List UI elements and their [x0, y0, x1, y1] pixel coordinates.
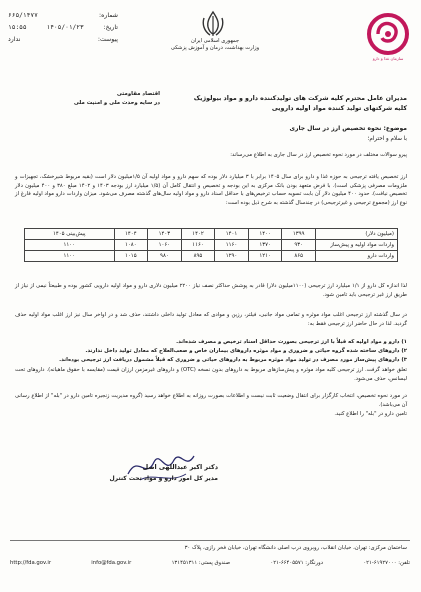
table-year-header: ۱۳۹۹	[282, 229, 316, 240]
table-year-header: ۱۴۰۲	[181, 229, 215, 240]
attachment-label: پیوست:	[97, 36, 118, 43]
table-unit-header: (میلیون دلار)	[316, 229, 398, 240]
addressee-line2: کلیه شرکتهای تولید کننده مواد اولیه دارویی	[271, 105, 407, 112]
table-year-header: پیش‌بینی ۱۴۰۵	[25, 229, 115, 240]
paragraph-exclusions: تعلق خواهد گرفت. ارز ترجیحی کلیه مواد موثره و پیش‌سازهای مربوط به داروهای بدون نسخه (OTC) و داروهای غیرمزمن ارزان قیمت (مقایسه با حقوق ماهیانه). داروهای تحت لیسانس، حذف می‌شود.	[15, 367, 407, 382]
addressee	[127, 94, 407, 114]
attachment-row	[8, 34, 118, 46]
table-cell: ۱۱۰۰	[25, 251, 115, 262]
table-cell: ۱۰۱۵	[114, 251, 148, 262]
table-cell: ۱۱۶۰	[181, 240, 215, 251]
footer-website[interactable]: http://fda.gov.ir	[10, 560, 52, 566]
number-row	[8, 10, 118, 22]
paragraph-removed: در سال گذشته ارز ترجیحی اغلب مواد موثره و تمامی مواد جانبی، فیلتر، رزین و موادی که معادل تولید داخلی داشتند، حذف شد و در اواخر سال نیز ارز اغلب مواد اولیه حذف گردید. لذا در حال حاضر ارز ترجیحی فقط به:	[15, 312, 407, 327]
row-label: واردات مواد اولیه و پیش‌ساز	[316, 240, 398, 251]
table-cell: ۱۰۸۰	[114, 240, 148, 251]
import-table	[24, 228, 398, 262]
table-cell: ۱۱۶۰	[215, 240, 249, 251]
table-cell: ۸۶۵	[282, 251, 316, 262]
date-value: ۱۴۰۵/۰۱/۲۳	[46, 24, 84, 31]
subject-line: موضوع: نحوه تخصیص ارز در سال جاری	[289, 125, 407, 132]
slogan-line2: در سایه وحدت ملی و امنیت ملی	[73, 100, 160, 106]
greeting: با سلام و احترام؛	[367, 136, 407, 142]
paragraph-coverage: لذا اندازه کل دارو از ۱/۱ میلیارد ارز ترجیحی (۱۱۰۰میلیون دلار) قادر به پوشش حداکثر نصف نیاز ۲۲۰۰ میلیون دلاری دارو و مواد اولیه دارویی کشور بوده و طبیعتاً نیمی از نیاز از طریق ارز غیر ترجیحی باید تامین شود.	[15, 283, 407, 298]
ministry-line2: وزارت بهداشت، درمان و آموزش پزشکی	[170, 45, 260, 51]
number-value: ۶۶۵/۱۴۷۷	[8, 12, 38, 19]
table-row	[25, 251, 398, 262]
table-row	[25, 240, 398, 251]
list-item: ۲) داروهای ساخته شده گروه حیاتی و ضروری و مواد موثره داروهای بیماران خاص و صعب‌العلاج که معادل تولید داخل ندارند.	[85, 348, 407, 354]
table-cell: ۹۸۰	[148, 251, 182, 262]
paragraph-allocation: ارز تخصیص یافته ترجیحی به حوزه غذا و دارو برای سال ۱۴۰۵ برابر با ۳ میلیارد دلار بوده که سهم دارو و مواد اولیه آن ۱/۵میلیون دلار است (بقیه مربوط شیرخشک، تجهیزات و ملزومات مصرفی پزشکی است). با فرض متعهد بودن بانک مرکزی به این بودجه و تخصیص و انتقال کامل آن (۱/۵ میلیارد ارز بودجه ۱۴۰۳ و ۱۴۰۲ مبلغ ۳۸۰ و ۴۰۰ میلیون دلار تخصیص نیافت). حدود ۴۰۰ میلیون دلار آن بابت تسویه حساب ترخیص‌های با حداقل اسناد دارو و مواد اولیه سال‌های گذشته مصرف می‌شود. میزان واردات دارو مواد اولیه فارغ از نوع ارز (مجموع ترجیحی و غیرترجیحی) در چندسال گذشته به شرح ذیل بوده است:	[15, 174, 407, 206]
addressee-line1: مدیران عامل محترم کلیه شرکت های تولیدکننده دارو و مواد بیولوژیک	[193, 95, 407, 102]
footer-email[interactable]: info@fda.gov.ir	[91, 560, 132, 566]
fda-caption: سازمان غذا و دارو	[372, 56, 404, 61]
table-year-header: ۱۴۰۴	[114, 229, 148, 240]
table-cell: ۱۰۶۰	[148, 240, 182, 251]
table-year-header: ۱۴۰۰	[248, 229, 282, 240]
date-label: تاریخ:	[103, 24, 118, 31]
footer-phone: تلفن: ۶۱۹۲۷۰۰۰-۰۲۱	[363, 560, 410, 566]
fda-logo-icon	[366, 12, 410, 56]
date-row	[8, 22, 118, 34]
table-cell: ۱۲۱۰	[248, 251, 282, 262]
footer-fax: دورنگار: ۶۶۴۰۵۵۷۱-۰۲۱	[270, 560, 324, 566]
table-year-header: ۱۴۰۱	[215, 229, 249, 240]
list-item: ۳) داروهای پیش‌ساز مورد مصرف در تولید مواد موثره مربوط به داروهای حیاتی و ضروری که قبلاً مشمول دریافت ارز ترجیحی بوده‌اند.	[59, 357, 407, 363]
paragraph-intro: پیرو سوالات مختلف در مورد نحوه تخصیص ارز در سال جاری به اطلاع می‌رساند:	[230, 152, 407, 158]
table-cell: ۸۹۵	[181, 251, 215, 262]
paragraph-procedure: در مورد نحوه تخصیص، انتخاب کارگزار برای انتقال وضعیت ثابت نیست و اطلاعات بصورت روزانه به اطلاع خواهد رسید (گروه مدیریت زنجیره تامین دارو در "بله" از اطلاع رسانی آن می‌باشد).	[15, 393, 407, 408]
number-label: شماره:	[99, 12, 118, 19]
footer-postal: صندوق پستی: ۱۳۱۴۵۱۳۱۱	[171, 560, 231, 566]
numbered-list	[15, 338, 407, 365]
ministry-line1: جمهوری اسلامی ایران	[190, 38, 240, 44]
table-cell: ۱۱۰۰	[25, 240, 115, 251]
ministry-name	[160, 38, 270, 52]
table-cell: ۹۳۰	[282, 240, 316, 251]
time-value: ۱۵:۵۵	[8, 24, 27, 31]
signatory-title: مدیر کل امور دارو و مواد تحت کنترل	[109, 475, 218, 482]
signatory-name: دکتر اکبر عبداللهی اصل	[142, 463, 218, 471]
table-year-header: ۱۴۰۳	[148, 229, 182, 240]
slogan-line1: اقتصاد مقاومتی	[116, 91, 160, 97]
iran-emblem-icon	[200, 10, 226, 38]
footer-address: ساختمان مرکزی: تهران، خیابان انقلاب، روبروی درب اصلی دانشگاه تهران، خیابان فخر رازی، پلاک ۳۰	[184, 545, 407, 551]
paragraph-closing: تامین دارو در "بله" را اطلاع کنید.	[334, 411, 407, 417]
letter-meta	[8, 10, 118, 46]
table-header-row	[25, 229, 398, 240]
footer-contacts	[10, 560, 410, 566]
table-cell: ۱۳۷۰	[248, 240, 282, 251]
attachment-value: ندارد	[8, 36, 21, 43]
row-label: واردات دارو	[316, 251, 398, 262]
list-item: ۱) دارو و مواد اولیه که قبلاً با ارز ترجیحی بصورت حداقل اسناد ترخیص و مصرف شده‌اند.	[176, 339, 407, 345]
footer-divider	[10, 540, 410, 541]
table-cell: ۱۲۹۰	[215, 251, 249, 262]
